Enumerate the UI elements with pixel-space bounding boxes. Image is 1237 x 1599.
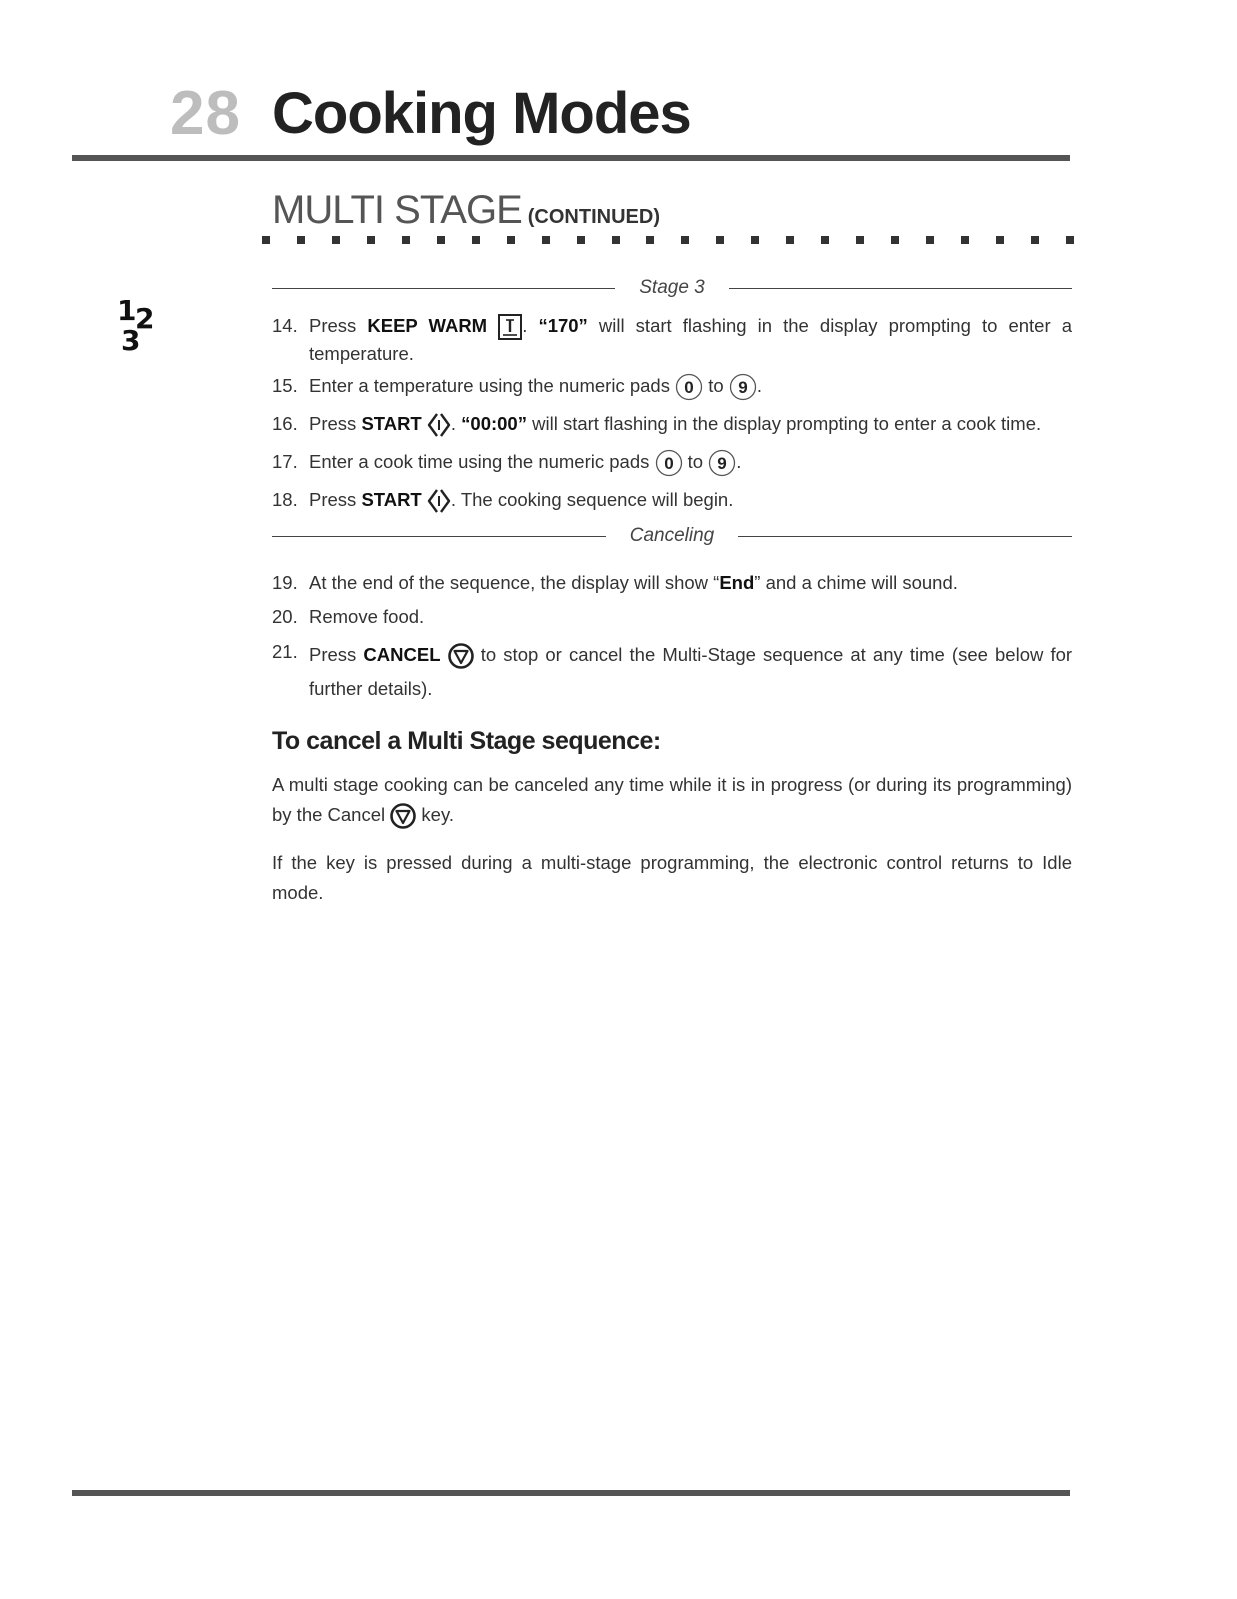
- step-text: ” and a chime will sound.: [754, 572, 958, 593]
- step-number: 15.: [272, 375, 298, 396]
- cancel-paragraph-1: [272, 770, 1072, 830]
- decorative-dot: [646, 236, 654, 244]
- decorative-dot: [1031, 236, 1039, 244]
- cancel-key-icon: [448, 643, 474, 669]
- step-number: 16.: [272, 413, 298, 434]
- step-text: The cooking sequence will begin.: [456, 489, 734, 510]
- step-20: [272, 603, 1072, 630]
- section-title-main: MULTI STAGE: [272, 188, 522, 232]
- decorative-dot: [716, 236, 724, 244]
- start-key-icon: [427, 488, 451, 514]
- bottom-rule: [72, 1490, 1070, 1496]
- section-title-suffix: (CONTINUED): [527, 206, 660, 228]
- step-15: 15. Enter a temperature using the numeric pads 0 to 9 .: [272, 372, 1072, 401]
- to-text: to: [687, 451, 704, 472]
- press-text: Press: [309, 644, 357, 665]
- stage3-divider: [272, 277, 1072, 299]
- step-18: 18. Press START . The cooking sequence will begin.: [272, 486, 1072, 514]
- canceling-label: Canceling: [629, 525, 715, 546]
- decorative-dot: [1066, 236, 1074, 244]
- step-17: 17. Enter a cook time using the numeric pads 0 to 9 .: [272, 448, 1072, 477]
- decorative-dot: [821, 236, 829, 244]
- decorative-dot: [751, 236, 759, 244]
- numeric-pad-icon: [675, 373, 703, 401]
- step-number: 21.: [272, 641, 298, 662]
- start-key-label: START: [361, 413, 422, 434]
- divider-line-left: [272, 288, 615, 289]
- display-value-end: End: [719, 572, 755, 593]
- decorative-dot: [681, 236, 689, 244]
- numeric-pad-icon: [729, 373, 757, 401]
- cancel-paragraph-2: If the key is pressed during a multi-stage programming, the electronic control returns to Idle mode.: [272, 852, 1072, 903]
- svg-text:1: 1: [117, 294, 137, 327]
- divider-line-right: [729, 288, 1072, 289]
- svg-text:2: 2: [135, 302, 155, 335]
- pad-digit: 9: [738, 378, 748, 398]
- paragraph-text: A multi stage cooking can be canceled any time while it is in progress (or during its programming) by the Cancel: [272, 774, 1072, 825]
- decorative-dot: [926, 236, 934, 244]
- display-value-170: “170”: [538, 315, 588, 336]
- step-number: 20.: [272, 606, 298, 627]
- divider-line-left: [272, 536, 606, 537]
- start-key-icon: [427, 412, 451, 438]
- press-text: Press: [309, 489, 357, 510]
- decorative-dot: [891, 236, 899, 244]
- divider-line-right: [738, 536, 1072, 537]
- page-title: Cooking Modes: [272, 81, 691, 146]
- decorative-dot: [402, 236, 410, 244]
- step-14: 14. Press KEEP WARM . “170” will start flashing in the display prompting to enter a temperature.: [272, 312, 1072, 367]
- decorative-dot: [856, 236, 864, 244]
- step-16: 16. Press START . “00:00” will start flashing in the display prompting to enter a cook time.: [272, 410, 1072, 438]
- step-number: 14.: [272, 315, 298, 336]
- top-rule: [72, 155, 1070, 161]
- press-text: Press: [309, 413, 357, 434]
- stage3-label: Stage 3: [639, 277, 705, 298]
- to-text: to: [708, 375, 724, 396]
- numeric-pad-icon: [708, 449, 736, 477]
- step-text: will start flashing in the display prompting to enter a cook time.: [526, 413, 1042, 434]
- svg-text:3: 3: [121, 324, 141, 354]
- display-value-0000: “00:00”: [461, 413, 527, 434]
- start-key-label: START: [361, 489, 422, 510]
- page-number: 28: [170, 79, 241, 148]
- decorative-dot: [961, 236, 969, 244]
- step-number: 17.: [272, 451, 298, 472]
- paragraph-text: key.: [416, 804, 454, 825]
- pad-digit: 0: [663, 454, 674, 474]
- section-title: [272, 188, 660, 233]
- decorative-dot: [507, 236, 515, 244]
- step-number: 19.: [272, 572, 298, 593]
- cancel-key-icon: [390, 803, 416, 829]
- decorative-dot: [542, 236, 550, 244]
- decorative-dot: [262, 236, 270, 244]
- keep-warm-key-icon: [498, 314, 522, 340]
- step-text: Enter a cook time using the numeric pads: [309, 451, 650, 472]
- keep-warm-key-label: KEEP WARM: [367, 315, 488, 336]
- cancel-key-label: CANCEL: [363, 644, 441, 665]
- numeric-pad-icon: [655, 449, 683, 477]
- canceling-divider: [272, 525, 1072, 547]
- cancel-sequence-heading: To cancel a Multi Stage sequence:: [272, 727, 661, 755]
- step-text: At the end of the sequence, the display will show “: [309, 572, 720, 593]
- numbered-list-icon: [115, 294, 175, 354]
- step-text: Remove food.: [309, 606, 425, 627]
- decorative-dot: [367, 236, 375, 244]
- decorative-dot: [786, 236, 794, 244]
- step-19: [272, 569, 1072, 596]
- pad-digit: 9: [717, 454, 727, 474]
- pad-digit: 0: [684, 378, 694, 398]
- decorative-dot: [332, 236, 340, 244]
- step-21: [272, 638, 1072, 706]
- decorative-dot: [612, 236, 620, 244]
- decorative-dot: [577, 236, 585, 244]
- step-number: 18.: [272, 489, 298, 510]
- step-text: Enter a temperature using the numeric pads: [309, 375, 670, 396]
- decorative-dot: [437, 236, 445, 244]
- decorative-dot: [996, 236, 1004, 244]
- dotted-rule: [262, 236, 1074, 244]
- decorative-dot: [297, 236, 305, 244]
- step-text: to stop or cancel the Multi-Stage sequence at any time (see below for further details).: [309, 644, 1073, 699]
- step-text: will start flashing in the display prompting to enter a temperature.: [309, 315, 1073, 365]
- decorative-dot: [472, 236, 480, 244]
- press-text: Press: [309, 315, 357, 336]
